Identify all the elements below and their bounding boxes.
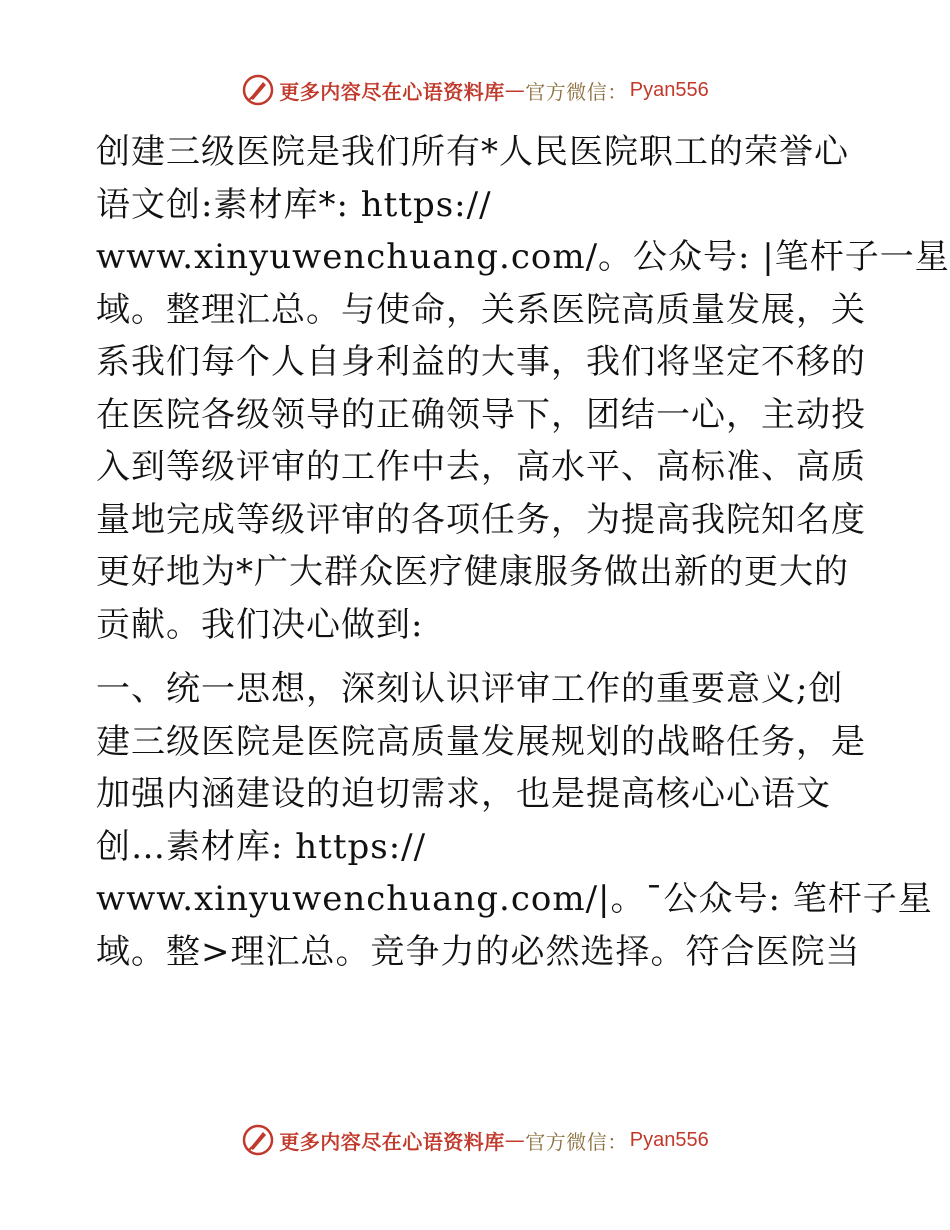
text-line: 加强内涵建设的迫切需求，也是提高核心心语文 xyxy=(96,774,831,814)
document-body xyxy=(96,126,950,978)
text-line: 更好地为*广大群众医疗健康服务做出新的更大的 xyxy=(96,552,849,592)
text-line: www.xinyuwenchuang.com/|。¯公众号: 笔杆子星 xyxy=(96,879,933,919)
banner-wechat-id: Pyan556 xyxy=(629,1128,709,1151)
paragraph-gap xyxy=(96,651,856,663)
text-line: 一、统一思想，深刻认识评审工作的重要意义;创 xyxy=(96,669,844,709)
text-line: 贡献。我们决心做到: xyxy=(96,604,424,645)
banner-site-name: 更多内容尽在心语资料库 xyxy=(279,79,505,104)
text-line: 系我们每个人自身利益的大事，我们将坚定不移的 xyxy=(96,342,866,382)
banner-dash: — xyxy=(504,1128,526,1152)
paragraph-2 xyxy=(96,663,933,978)
text-line: 创…素材库: https:// xyxy=(96,826,427,867)
text-line: 量地完成等级评审的各项任务，为提高我院知名度 xyxy=(96,499,866,540)
text-line: 入到等级评审的工作中去，高水平、高标准、高质 xyxy=(96,447,866,487)
banner-wechat-label: 官方微信： xyxy=(525,79,628,104)
text-line: 建三级医院是医院高质量发展规划的战略任务，是 xyxy=(96,721,866,762)
text-line: 域。整理汇总。与使命，关系医院高质量发展，关 xyxy=(96,289,866,330)
banner-wechat-id: Pyan556 xyxy=(629,78,709,101)
text-line: 语文创:素材库*: https:// xyxy=(96,184,492,225)
quill-logo-icon xyxy=(241,1123,275,1157)
quill-logo-icon xyxy=(241,73,275,107)
text-line: www.xinyuwenchuang.com/。公众号: |笔杆子一星 xyxy=(96,237,950,277)
text-line: 在医院各级领导的正确领导下，团结一心，主动投 xyxy=(96,394,866,435)
banner-dash: — xyxy=(504,78,526,102)
banner-wechat-label: 官方微信： xyxy=(525,1129,628,1154)
text-line: 创建三级医院是我们所有*人民医院职工的荣誉心 xyxy=(96,132,849,172)
banner-site-name: 更多内容尽在心语资料库 xyxy=(279,1129,505,1154)
paragraph-1 xyxy=(96,126,950,651)
footer-watermark-banner xyxy=(0,1120,950,1160)
header-watermark-banner xyxy=(0,70,950,110)
text-line: 域。整>理汇总。竞争力的必然选择。符合医院当 xyxy=(96,931,861,972)
